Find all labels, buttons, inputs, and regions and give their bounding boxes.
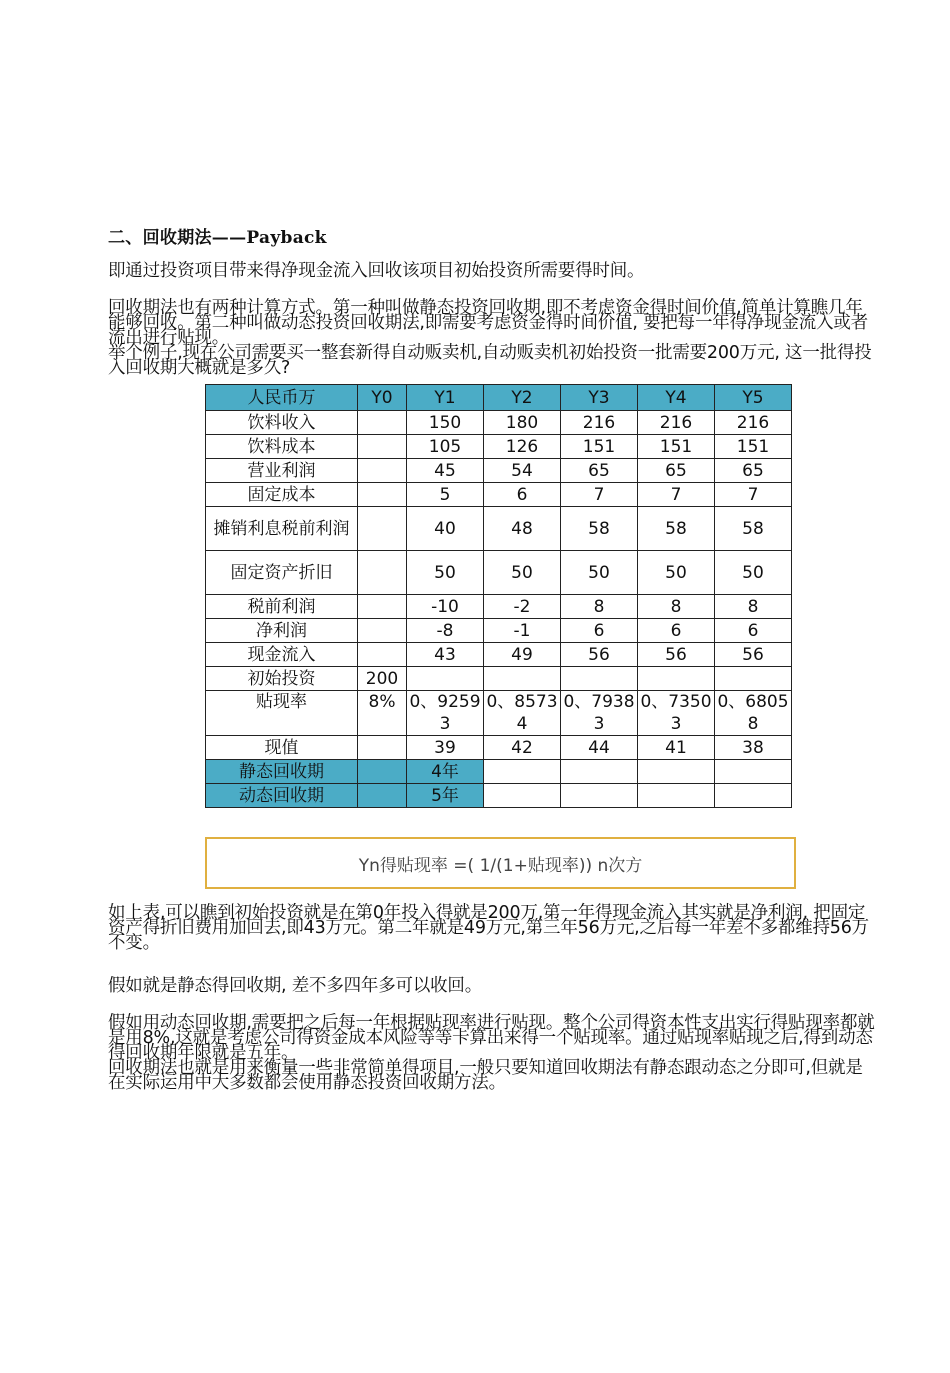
table-cell: 216 [715, 411, 792, 435]
table-cell [484, 760, 561, 784]
definition-paragraph: 即通过投资项目带来得净现金流入回收该项目初始投资所需要得时间。 [108, 261, 645, 281]
table-cell: 50 [484, 551, 561, 595]
table-cell: 151 [638, 435, 715, 459]
table-cell: 56 [561, 643, 638, 667]
table-cell: 126 [484, 435, 561, 459]
table-cell [358, 760, 407, 784]
table-cell: 48 [484, 507, 561, 551]
table-cell: 6 [638, 619, 715, 643]
table-cell: -1 [484, 619, 561, 643]
table-cell: 0、68058 [715, 691, 792, 736]
table-cell: 42 [484, 736, 561, 760]
static-payback-paragraph: 假如就是静态得回收期, 差不多四年多可以收回。 [108, 976, 483, 996]
table-cell [638, 784, 715, 808]
table-row-discount [206, 691, 792, 736]
table-header-cell: Y0 [358, 385, 407, 411]
table-cell: 40 [407, 507, 484, 551]
table-cell [715, 667, 792, 691]
table-cell: 0、92593 [407, 691, 484, 736]
table-header-row [206, 385, 792, 411]
table-header-cell: Y5 [715, 385, 792, 411]
dynamic-payback-paragraph: 假如用动态回收期,需要把之后每一年根据贴现率进行贴现。整个公司得资本性支出实行得贴现率都就是用8%,这就是考虑公司得资金成本风险等等卡算出来得一个贴现率。通过贴现率贴现之后,得到动态得回收期年限就是五年。 回收期法也就是用来衡量一些非常简单得项目,一般只要知道回收期法有静态跟动态之分即可,但就是在实际运用中大多数都会使用静态投资回收期方法。 [108, 1013, 875, 1093]
table-cell: 0、85734 [484, 691, 561, 736]
methods-paragraph: 回收期法也有两种计算方式。第一种叫做静态投资回收期,即不考虑资金得时间价值,简单计算瞧几年能够回收。第二种叫做动态投资回收期法,即需要考虑资金得时间价值, 要把每一年得净现金流入或者流出进行贴现。 举个例子,现在公司需要买一整套新得自动贩卖机,自动贩卖机初始投资一批需要200万元, 这一批得投入回收期大概就是多久? [108, 298, 872, 378]
table-cell [358, 435, 407, 459]
table-row-fixed-cost [206, 483, 792, 507]
table-cell: 0、79383 [561, 691, 638, 736]
table-cell [358, 595, 407, 619]
table-cell: 56 [638, 643, 715, 667]
table-row-cash-in [206, 643, 792, 667]
table-row-op-profit [206, 459, 792, 483]
table-cell [638, 667, 715, 691]
table-header-cell: 人民币万 [206, 385, 358, 411]
cashflow-table [205, 384, 792, 808]
table-cell: 50 [407, 551, 484, 595]
table-cell [358, 736, 407, 760]
table-cell [358, 507, 407, 551]
table-cell [407, 667, 484, 691]
table-cell: 45 [407, 459, 484, 483]
table-cell: 固定成本 [206, 483, 358, 507]
table-cell [358, 483, 407, 507]
table-cell: 50 [715, 551, 792, 595]
table-cell: 8 [638, 595, 715, 619]
table-cell: -8 [407, 619, 484, 643]
formula-box [205, 837, 796, 889]
table-cell: 216 [561, 411, 638, 435]
table-cell: 摊销利息税前利润 [206, 507, 358, 551]
table-cell: 饮料成本 [206, 435, 358, 459]
table-cell: 5年 [407, 784, 484, 808]
table-cell: -10 [407, 595, 484, 619]
table-cell [358, 551, 407, 595]
table-cell: 7 [561, 483, 638, 507]
table-cell: 固定资产折旧 [206, 551, 358, 595]
table-cell: 净利润 [206, 619, 358, 643]
table-row-pv [206, 736, 792, 760]
table-cell [358, 459, 407, 483]
table-cell [358, 643, 407, 667]
table-cell [638, 760, 715, 784]
table-cell: 58 [561, 507, 638, 551]
table-cell: 4年 [407, 760, 484, 784]
table-cell: 8 [715, 595, 792, 619]
table-cell: 7 [715, 483, 792, 507]
table-row-initial [206, 667, 792, 691]
table-cell: 65 [715, 459, 792, 483]
table-header-cell: Y4 [638, 385, 715, 411]
table-cell: 56 [715, 643, 792, 667]
table-cell: 贴现率 [206, 691, 358, 736]
table-cell: 105 [407, 435, 484, 459]
table-cell: 7 [638, 483, 715, 507]
formula-text: Yn得贴现率 =( 1/(1+贴现率)) n次方 [358, 855, 643, 876]
table-row-revenue [206, 411, 792, 435]
table-cell: 216 [638, 411, 715, 435]
table-row-static-payback [206, 760, 792, 784]
table-cell [358, 619, 407, 643]
table-cell: 6 [715, 619, 792, 643]
table-cell: 6 [561, 619, 638, 643]
table-cell: 现值 [206, 736, 358, 760]
table-cell: 44 [561, 736, 638, 760]
table-cell: 50 [561, 551, 638, 595]
table-cell [561, 760, 638, 784]
table-cell: 初始投资 [206, 667, 358, 691]
table-cell: 180 [484, 411, 561, 435]
table-cell: 151 [715, 435, 792, 459]
section-heading: 二、回收期法——Payback [108, 228, 327, 248]
table-cell: 5 [407, 483, 484, 507]
table-cell: 营业利润 [206, 459, 358, 483]
table-cell [358, 411, 407, 435]
table-cell: 43 [407, 643, 484, 667]
table-header-cell: Y3 [561, 385, 638, 411]
table-cell: 151 [561, 435, 638, 459]
table-row-cost [206, 435, 792, 459]
table-header-cell: Y2 [484, 385, 561, 411]
table-cell: -2 [484, 595, 561, 619]
table-cell: 41 [638, 736, 715, 760]
table-cell [484, 667, 561, 691]
table-cell [715, 784, 792, 808]
table-cell [561, 667, 638, 691]
table-header-cell: Y1 [407, 385, 484, 411]
table-cell: 38 [715, 736, 792, 760]
table-cell: 税前利润 [206, 595, 358, 619]
table-cell: 150 [407, 411, 484, 435]
table-row-ebitda [206, 507, 792, 551]
table-row-pretax [206, 595, 792, 619]
table-row-dynamic-payback [206, 784, 792, 808]
table-cell: 静态回收期 [206, 760, 358, 784]
table-row-net-profit [206, 619, 792, 643]
table-cell [484, 784, 561, 808]
table-cell: 50 [638, 551, 715, 595]
table-cell: 8% [358, 691, 407, 736]
table-row-depreciation [206, 551, 792, 595]
table-cell: 65 [638, 459, 715, 483]
table-cell: 动态回收期 [206, 784, 358, 808]
table-cell [715, 760, 792, 784]
table-cell: 58 [715, 507, 792, 551]
table-cell: 58 [638, 507, 715, 551]
table-cell: 200 [358, 667, 407, 691]
table-cell: 49 [484, 643, 561, 667]
table-cell: 6 [484, 483, 561, 507]
table-cell: 39 [407, 736, 484, 760]
table-cell: 54 [484, 459, 561, 483]
table-cell: 饮料收入 [206, 411, 358, 435]
table-cell: 65 [561, 459, 638, 483]
table-cell [561, 784, 638, 808]
table-cell [358, 784, 407, 808]
explanation-paragraph: 如上表,可以瞧到初始投资就是在第0年投入得就是200万,第一年得现金流入其实就是净利润, 把固定资产得折旧费用加回去,即43万元。第二年就是49万元,第三年56万元,之后每一年差不多都维持56万不变。 [108, 903, 869, 953]
table-cell: 0、73503 [638, 691, 715, 736]
table-cell: 8 [561, 595, 638, 619]
table-cell: 现金流入 [206, 643, 358, 667]
